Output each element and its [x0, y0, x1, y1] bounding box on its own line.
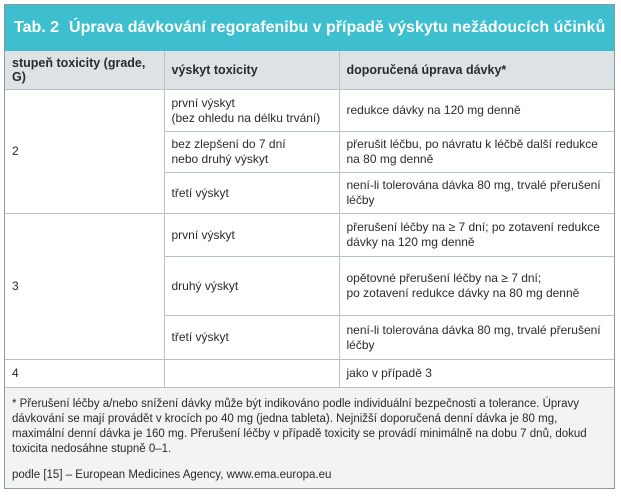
grade-cell-4: 4 [5, 360, 164, 388]
occurrence-cell: druhý výskyt [164, 257, 339, 316]
occurrence-line: (bez ohledu na délku trvání) [171, 110, 321, 125]
table-label: Tab. 2 [14, 19, 60, 36]
table-row [5, 90, 614, 132]
occurrence-line: bez zlepšení do 7 dní [171, 137, 286, 151]
occurrence-line: první výskyt [171, 95, 235, 110]
recommendation-cell: redukce dávky na 120 mg denně [339, 90, 614, 132]
recommendation-line: opětovné přerušení léčby na ≥ 7 dní; [346, 271, 542, 285]
recommendation-cell: přerušit léčbu, po návratu k léčbě další redukce na 80 mg denně [339, 132, 614, 173]
header-occurrence: výskyt toxicity [164, 51, 339, 90]
header-recommendation: doporučená úprava dávky* [339, 51, 614, 90]
table-title: Úprava dávkování regorafenibu v případě výskytu nežádoucích účinků [69, 19, 606, 36]
recommendation-line: po zotavení redukce dávky na 80 mg denně [346, 286, 580, 300]
table-title-bar [5, 5, 614, 51]
occurrence-cell [164, 360, 339, 388]
header-grade: stupeň toxicity (grade, G) [5, 51, 164, 90]
occurrence-cell: třetí výskyt [164, 173, 339, 214]
table-source: podle [15] – European Medicines Agency, www.ema.europa.eu [12, 469, 332, 481]
recommendation-cell [339, 257, 614, 316]
occurrence-cell: první výskyt [164, 214, 339, 257]
recommendation-cell: není-li tolerována dávka 80 mg, trvalé přerušení léčby [339, 173, 614, 214]
dose-adjustment-table [5, 51, 614, 388]
table-row [5, 214, 614, 257]
table-frame [4, 4, 615, 489]
occurrence-cell [164, 132, 339, 173]
header-row [5, 51, 614, 90]
occurrence-cell: třetí výskyt [164, 316, 339, 360]
table-footnote: * Přerušení léčby a/nebo snížení dávky může být indikováno podle individuální bezpečnosti a tolerance. Úpravy dávkování se mají provádět v krocích po 40 mg (jedna tableta). Nejnižší doporučená denní dávka je 80 mg, maximální denní dávka je 160 mg. Přerušení léčby v případě toxicity se provádí minimálně na dobu 7 dnů, dokud toxicita nedosáhne stupně 0–1. [12, 398, 587, 455]
occurrence-line: nebo druhý výskyt [171, 152, 269, 166]
grade-cell-3: 3 [5, 214, 164, 360]
recommendation-cell: není-li tolerována dávka 80 mg, trvalé přerušení léčby [339, 316, 614, 360]
grade-cell-2: 2 [5, 90, 164, 214]
occurrence-cell [164, 90, 339, 132]
recommendation-cell: jako v případě 3 [339, 360, 614, 388]
recommendation-cell: přerušení léčby na ≥ 7 dní; po zotavení redukce dávky na 120 mg denně [339, 214, 614, 257]
table-row [5, 360, 614, 388]
